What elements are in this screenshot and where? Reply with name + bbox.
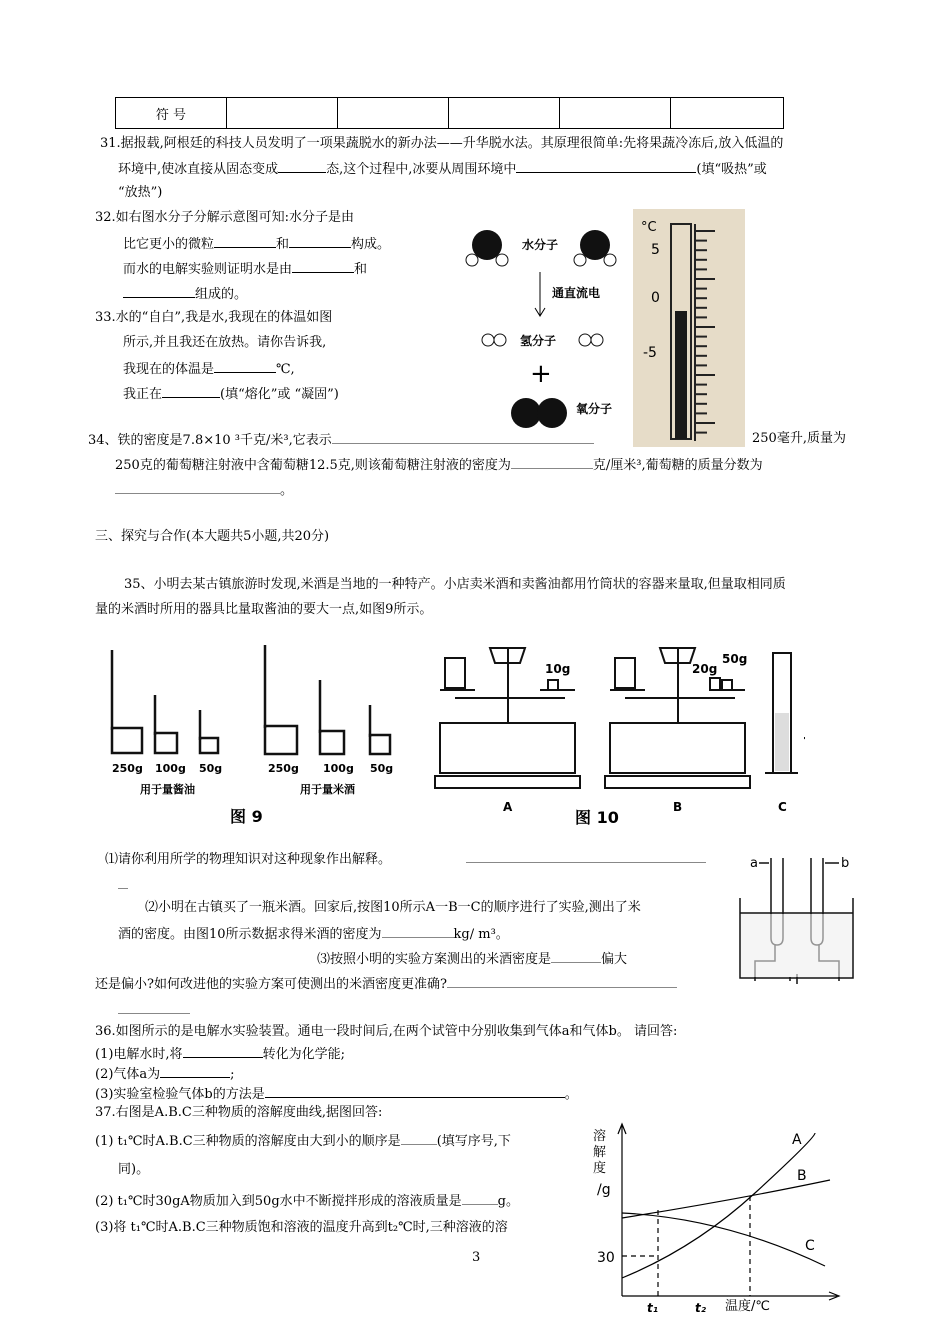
water-molecule-diagram: [460, 220, 630, 445]
hydrogen-atom-icon: [482, 334, 494, 346]
oxygen-atom-icon: [511, 398, 541, 428]
electrolysis-apparatus: [735, 853, 860, 988]
q32-line4: [123, 283, 247, 305]
answer-blank[interactable]: [447, 973, 677, 988]
oxygen-atom-icon: [537, 398, 567, 428]
text: 转化为化学能;: [262, 1047, 345, 1062]
label-b: b: [841, 856, 850, 871]
q37-line1: 37.右图是A.B.C三种物质的溶解度曲线,据图回答:: [95, 1105, 383, 1120]
text: 。: [280, 483, 294, 498]
q33-line1: 33.水的“自白”,我是水,我现在的体温如图: [95, 310, 333, 325]
text: 酒的密度。由图10所示数据求得米酒的密度为: [118, 927, 382, 942]
answer-blank[interactable]: [289, 233, 351, 248]
text: ℃,: [276, 362, 295, 377]
answer-blank[interactable]: [551, 948, 601, 963]
answer-blank[interactable]: [214, 233, 276, 248]
text: (填“熔化”或 “凝固”): [220, 387, 339, 402]
text: g。: [497, 1194, 519, 1209]
table-cell-symbol: 符 号: [116, 98, 227, 129]
q32-line3: [123, 258, 367, 280]
text: (填“吸热”或: [696, 162, 767, 177]
hydrogen-atom-icon: [466, 254, 478, 266]
text: (填写序号,下: [436, 1134, 511, 1149]
curve-C: [622, 1213, 825, 1266]
answer-blank[interactable]: [466, 848, 706, 863]
label-hydrogen: 氢分子: [520, 334, 557, 348]
answer-blank[interactable]: [516, 158, 696, 173]
figure-10: [430, 628, 805, 833]
answer-blank[interactable]: [160, 1063, 230, 1078]
q33-line4: [123, 383, 339, 405]
answer-blank[interactable]: [462, 1190, 498, 1205]
section-heading: 三、探究与合作(本大题共5小题,共20分): [95, 529, 330, 544]
answer-blank[interactable]: [511, 454, 593, 469]
figure-10-title: 图 10: [575, 808, 619, 827]
series-label-B: B: [797, 1168, 807, 1184]
text: (3)实验室检验气体b的方法是: [95, 1087, 265, 1102]
q37-line4: [95, 1190, 519, 1212]
series-label-A: A: [792, 1132, 802, 1148]
table-cell: [449, 98, 560, 129]
hydrogen-atom-icon: [496, 254, 508, 266]
x-tick-t2: t₂: [695, 1301, 706, 1315]
text: (2)气体a为: [95, 1067, 161, 1082]
q35-part2: ⑵小明在古镇买了一瓶米酒。回家后,按图10所示A一B一C的顺序进行了实验,测出了米: [145, 900, 641, 915]
y-tick-30: 30: [597, 1250, 615, 1266]
answer-blank[interactable]: [265, 1083, 565, 1098]
hydrogen-atom-icon: [574, 254, 586, 266]
text: (1)电解水时,将: [95, 1047, 183, 1062]
thermometer-unit: °C: [641, 220, 657, 235]
y-label-2: 解: [593, 1145, 607, 1160]
q35-part3: [317, 948, 627, 970]
q34-line3: [115, 479, 293, 501]
text: (1) t₁℃时A.B.C三种物质的溶解度由大到小的顺序是: [95, 1134, 401, 1149]
text: ⑶按照小明的实验方案测出的米酒密度是: [317, 952, 552, 967]
answer-blank[interactable]: [162, 383, 220, 398]
q32-line1: 32.如右图水分子分解示意图可知:水分子是由: [95, 210, 355, 225]
text: 还是偏小?如何改进他的实验方案可使测出的米酒密度更准确?: [95, 977, 447, 992]
text: 我正在: [123, 387, 163, 402]
text: (2) t₁℃时30gA物质加入到50g水中不断搅拌形成的溶液质量是: [95, 1194, 462, 1209]
text: 和: [354, 262, 368, 277]
answer-blank-tail[interactable]: [118, 888, 128, 889]
solubility-chart: [585, 1118, 845, 1318]
text: 组成的。: [195, 287, 248, 302]
text: 克/厘米³,葡萄糖的质量分数为: [592, 458, 763, 473]
q36-line1: 36.如图所示的是电解水实验装置。通电一段时间后,在两个试管中分别收集到气体a和气体b。 请回答:: [95, 1024, 678, 1039]
hydrogen-atom-icon: [579, 334, 591, 346]
figure-9-title: 图 9: [230, 807, 263, 826]
text: 环境中,使冰直接从固态变成: [118, 162, 279, 177]
table-cell: [560, 98, 671, 129]
x-label: 温度/℃: [725, 1299, 770, 1314]
tick-5: 5: [651, 242, 660, 258]
text: 和: [276, 237, 290, 252]
caption-wine: 用于量米酒: [300, 783, 355, 796]
table-cell: [671, 98, 784, 129]
weight-label: 50g: [722, 652, 748, 666]
figure-9: [100, 640, 410, 830]
text: 偏大: [601, 952, 628, 967]
mass-label: 50g: [199, 762, 223, 775]
text: 构成。: [351, 237, 391, 252]
table-cell: [338, 98, 449, 129]
q31-line2: [118, 158, 767, 180]
text: ⑴请你利用所学的物理知识对这种现象作出解释。: [105, 852, 392, 867]
q35-part1: [105, 848, 706, 870]
answer-blank[interactable]: [214, 358, 276, 373]
q37-line2: [95, 1130, 511, 1152]
answer-blank[interactable]: [278, 158, 326, 173]
thermometer-image: [633, 209, 745, 447]
label-water: 水分子: [522, 238, 559, 252]
answer-blank[interactable]: [292, 258, 354, 273]
q34-line1: [88, 429, 594, 451]
mass-label: 250g: [268, 762, 299, 775]
table-cell: [227, 98, 338, 129]
answer-blank[interactable]: [332, 429, 594, 444]
symbol-table: [115, 97, 784, 129]
text: 。: [564, 1087, 578, 1102]
q35-part2-cont: [118, 923, 509, 945]
text: 态,这个过程中,冰要从周围环境中: [326, 162, 517, 177]
q31-line1: 31.据报载,阿根廷的科技人员发明了一项果蔬脱水的新办法——升华脱水法。其原理很简单:先将果蔬冷冻后,放入低温的: [100, 136, 784, 151]
answer-blank[interactable]: [401, 1130, 437, 1145]
tick-minus5: -5: [643, 345, 657, 361]
text: 250克的葡萄糖注射液中含葡萄糖12.5克,则该葡萄糖注射液的密度为: [115, 458, 511, 473]
mass-label: 50g: [370, 762, 394, 775]
x-tick-t1: t₁: [647, 1301, 658, 1315]
mass-label: 100g: [323, 762, 354, 775]
label-electrolysis: 通直流电: [552, 286, 601, 300]
thermometer-background: [633, 209, 745, 447]
answer-blank[interactable]: [382, 923, 454, 938]
q35-part3-cont: [95, 973, 677, 995]
text: 34、铁的密度是7.8×10 ³千克/米³,它表示: [88, 433, 332, 448]
y-unit: /g: [597, 1182, 611, 1198]
text: ;: [230, 1067, 235, 1082]
q35-line2: 量的米酒时所用的器具比量取酱油的要大一点,如图9所示。: [95, 602, 433, 617]
q36-line3: [95, 1063, 235, 1085]
label-C: C: [778, 800, 787, 814]
mass-label: 250g: [112, 762, 143, 775]
q37-line3: 同)。: [118, 1162, 150, 1177]
y-label-3: 度: [593, 1161, 607, 1176]
series-label-C: C: [805, 1238, 815, 1254]
label-A: A: [503, 800, 513, 814]
q34-line1-end: 250毫升,质量为: [752, 431, 846, 446]
caption-soy: 用于量酱油: [140, 783, 195, 796]
page-number: 3: [472, 1250, 481, 1265]
text: kg/ m³。: [453, 927, 509, 942]
label-oxygen: 氧分子: [576, 402, 613, 416]
text: 我现在的体温是: [123, 362, 215, 377]
hydrogen-atom-icon: [604, 254, 616, 266]
text: 比它更小的微粒: [123, 237, 215, 252]
q32-line2: [123, 233, 390, 255]
q36-line2: [95, 1043, 345, 1065]
hydrogen-atom-icon: [494, 334, 506, 346]
q34-line2: [115, 454, 763, 476]
tick-0: 0: [651, 290, 660, 306]
q36-line4: [95, 1083, 578, 1105]
hydrogen-atom-icon: [591, 334, 603, 346]
thermometer-liquid: [675, 311, 687, 439]
q31-line3: “放热”): [118, 185, 163, 200]
q33-line2: 所示,并且我还在放热。请你告诉我,: [123, 335, 327, 350]
answer-blank[interactable]: [115, 479, 280, 494]
plus-sign: +: [530, 359, 552, 389]
answer-blank-tail[interactable]: [118, 1013, 190, 1014]
label-B: B: [673, 800, 683, 814]
curve-B: [622, 1180, 830, 1218]
y-label-1: 溶: [593, 1129, 607, 1144]
weight-label: 10g: [545, 662, 571, 676]
answer-blank[interactable]: [123, 283, 195, 298]
text: 而水的电解实验则证明水是由: [123, 262, 293, 277]
q33-line3: [123, 358, 295, 380]
label-a: a: [750, 856, 758, 871]
q37-line5: (3)将 t₁℃时A.B.C三种物质饱和溶液的温度升高到t₂℃时,三种溶液的溶: [95, 1220, 508, 1235]
weight-label: 20g: [692, 662, 718, 676]
q35-line1: 35、小明去某古镇旅游时发现,米酒是当地的一种特产。小店卖米酒和卖酱油都用竹筒状的容器来量取,但量取相同质: [124, 577, 786, 592]
mass-label: 100g: [155, 762, 186, 775]
answer-blank[interactable]: [183, 1043, 263, 1058]
